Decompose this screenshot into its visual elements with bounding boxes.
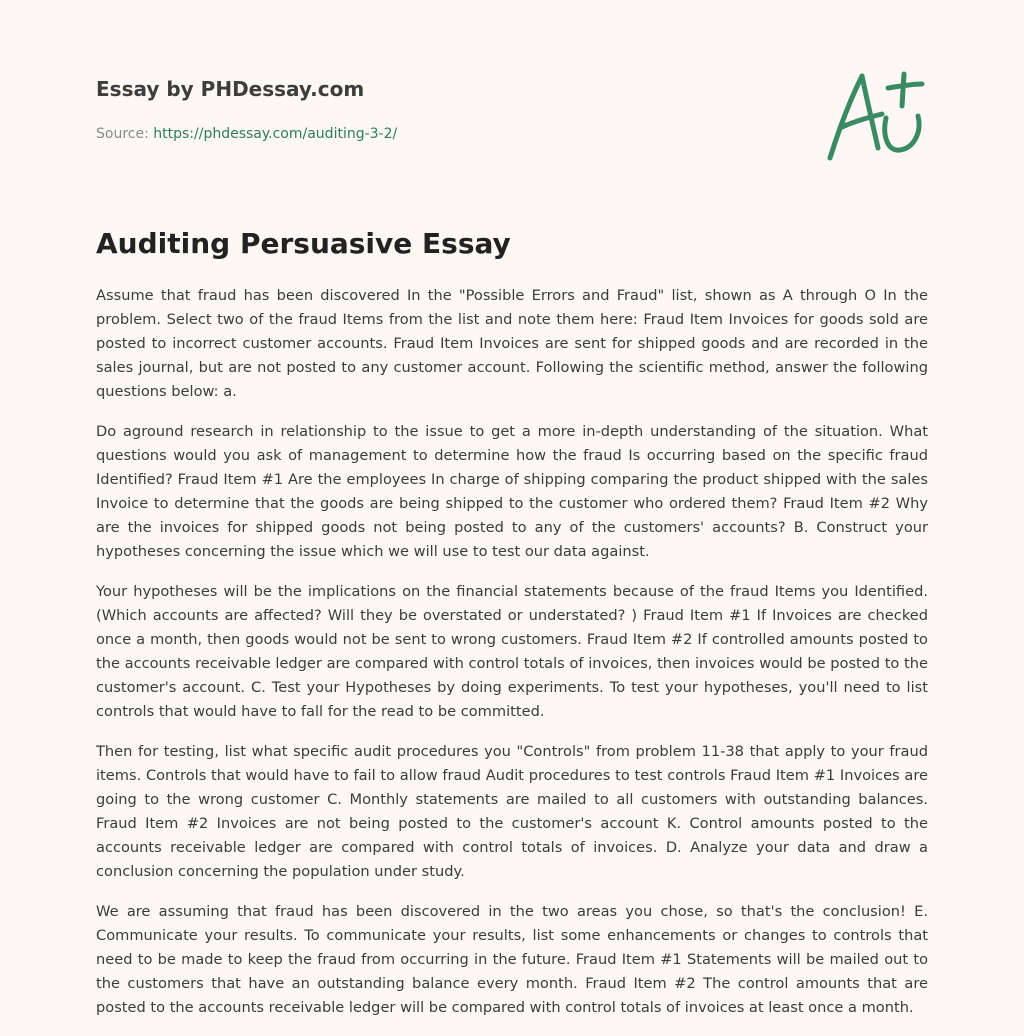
essay-title: Auditing Persuasive Essay (96, 227, 511, 260)
a-plus-grade-icon (822, 66, 932, 166)
essay-paragraph: Do aground research in relationship to the issue to get a more in-depth understanding of the situation. What questions would you ask of management to determine how the fraud Is occurring based on the specific fraud Identified? Fraud Item #1 Are the employees In charge of shipping comparing the product shipped with the sales Invoice to determine that the goods are being shipped to the customer who ordered them? Fraud Item #2 Why are the invoices for shipped goods not being posted to any of the customers' accounts? B. Construct your hypotheses concerning the issue which we will use to test our data against. (96, 423, 928, 560)
essay-paragraph: We are assuming that fraud has been discovered in the two areas you chose, so that's the conclusion! E. Communicate your results. To communicate your results, list some enhancements or changes to controls that need to be made to keep the fraud from occurring in the future. Fraud Item #1 Statements will be mailed out to the customers that have an outstanding balance every month. Fraud Item #2 The control amounts that are posted to the accounts receivable ledger will be compared with control totals of invoices at least once a month. (96, 903, 928, 1016)
site-title: Essay by PHDessay.com (96, 77, 365, 101)
essay-body (96, 284, 928, 1036)
source-link[interactable]: https://phdessay.com/auditing-3-2/ (153, 126, 398, 142)
essay-paragraph: Assume that fraud has been discovered In the "Possible Errors and Fraud" list, shown as A through O In the problem. Select two of the fraud Items from the list and note them here: Fraud Item Invoices for goods sold are posted to incorrect customer accounts. Fraud Item Invoices are sent for shipped goods and are recorded in the sales journal, but are not posted to any customer account. Following the scientific method, answer the following questions below: a. (96, 287, 928, 400)
essay-paragraph: Your hypotheses will be the implications on the financial statements because of the fraud Items you Identified. (Which accounts are affected? Will they be overstated or understated? ) Fraud Item #1 If Invoices are checked once a month, then goods would not be sent to wrong customers. Fraud Item #2 If controlled amounts posted to the accounts receivable ledger are compared with control totals of invoices, then invoices would be posted to the customer's account. C. Test your Hypotheses by doing experiments. To test your hypotheses, you'll need to list controls that would have to fall for the read to be committed. (96, 583, 928, 720)
essay-paragraph: Then for testing, list what specific audit procedures you "Controls" from problem 11-38 that apply to your fraud items. Controls that would have to fail to allow fraud Audit procedures to test controls Fraud Item #1 Invoices are going to the wrong customer C. Monthly statements are mailed to all customers with outstanding balances. Fraud Item #2 Invoices are not being posted to the customer's account K. Control amounts posted to the accounts receivable ledger are compared with control totals of invoices. D. Analyze your data and draw a conclusion concerning the population under study. (96, 743, 928, 880)
source-line (96, 124, 796, 144)
page-header (96, 74, 796, 144)
source-label: Source: (96, 126, 149, 142)
